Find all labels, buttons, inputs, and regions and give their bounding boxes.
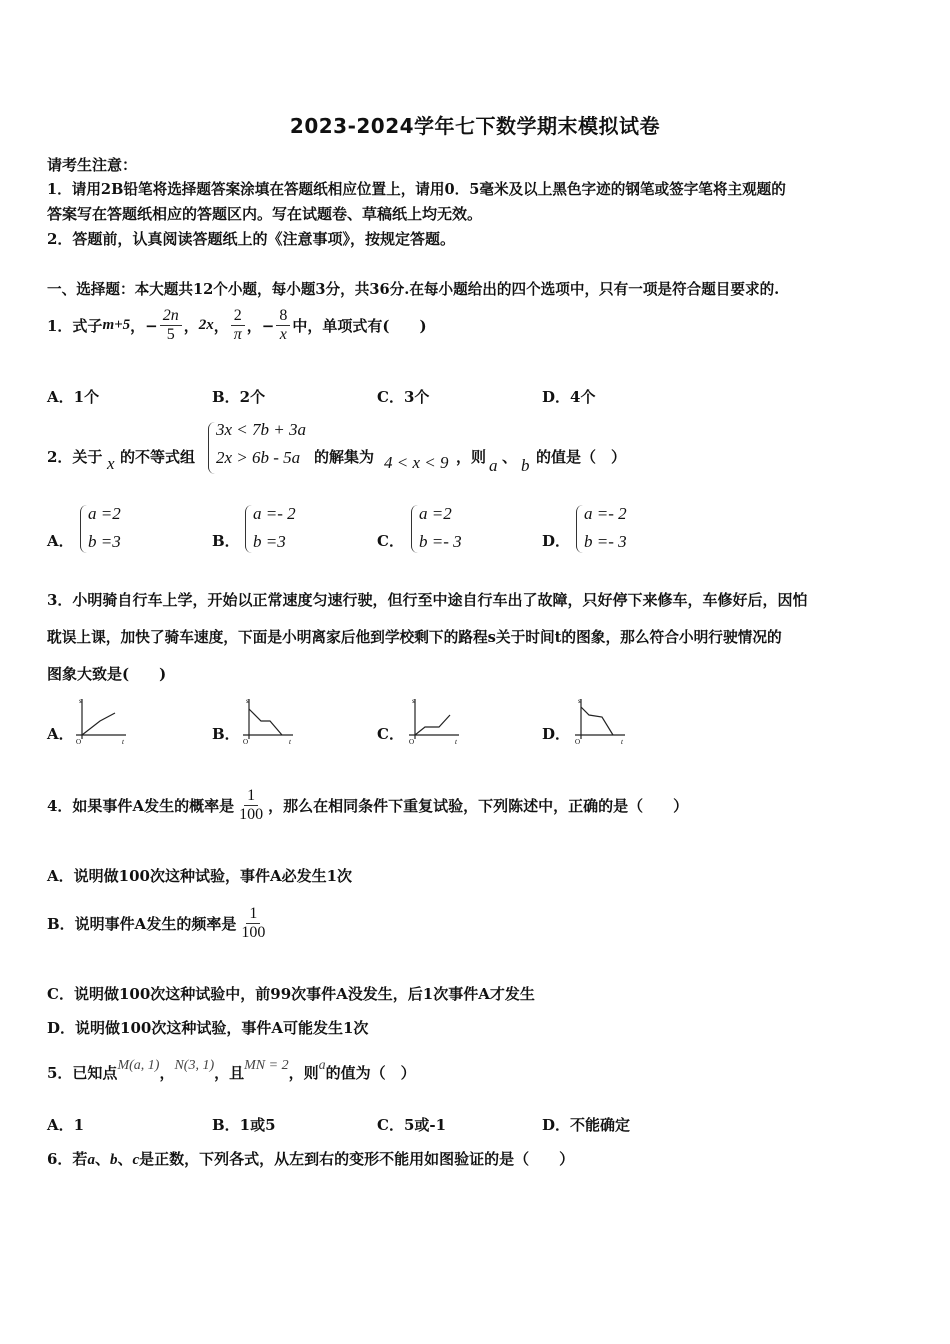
q1-term-m5: m+5: [102, 316, 131, 333]
q2-prefix: 2．关于: [47, 448, 103, 466]
q5-point-m: M(a, 1): [117, 1058, 160, 1073]
q3-graph-b-origin: O: [243, 738, 249, 746]
q4-option-a[interactable]: A．说明做100次这种试验，事件A必发生1次: [47, 867, 353, 885]
section-heading: 一、选择题：本大题共12个小题，每小题3分，共36分.在每小题给出的四个选项中，只有一项是符合题目要求的.: [47, 281, 780, 298]
q1-option-b[interactable]: B．2个: [212, 388, 266, 406]
q4-option-b-text: B．说明事件A发生的频率是: [47, 914, 237, 933]
q2-option-d-line-1: a =- 2: [584, 504, 627, 523]
q2-solution: 4 < x < 9: [384, 453, 449, 472]
q5-mid: ，且: [214, 1063, 245, 1082]
q3-graph-b: [237, 695, 297, 747]
q2-option-c-brace: [411, 505, 418, 553]
notice-heading: 请考生注意：: [47, 156, 138, 174]
q3-option-a-label: A．: [47, 725, 74, 743]
q3-graph-d: [569, 695, 629, 747]
q2-option-b-line-1: a =- 2: [253, 504, 296, 523]
q1-suffix: 中，单项式有( ): [292, 316, 427, 335]
q3-graph-d-s-label: s: [578, 697, 581, 705]
q3-graph-c-origin: O: [409, 738, 415, 746]
q4-fraction-denominator: 100: [239, 805, 264, 823]
page-title: 2023-2024学年七下数学期末模拟试卷: [289, 114, 661, 138]
q4-suffix: ，那么在相同条件下重复试验，下列陈述中，正确的是（ ）: [268, 796, 689, 815]
q3-graph-c-s-label: s: [412, 697, 415, 705]
q4-option-c[interactable]: C．说明做100次这种试验中，前99次事件A没发生，后1次事件A才发生: [47, 985, 535, 1003]
question-5: [47, 1058, 416, 1086]
q2-mid: 的不等式组: [120, 448, 196, 466]
q3-graph-b-s-label: s: [246, 697, 249, 705]
q2-mid-2: 的解集为: [314, 448, 375, 466]
q1-fraction-2-denominator: π: [233, 325, 242, 343]
q5-point-n: N(3, 1): [174, 1058, 215, 1073]
notice-line-1b: 答案写在答题纸相应的答题区内。写在试题卷、草稿纸上均无效。: [47, 205, 483, 223]
q1-sep-2: ，: [183, 316, 199, 335]
q6-prefix: 6．若: [47, 1150, 88, 1168]
q5-mid-2: ，则: [288, 1063, 319, 1082]
q3-graph-a-origin: O: [76, 738, 82, 746]
q4-fraction: [236, 787, 266, 824]
q3-graph-a-curve: [82, 713, 115, 735]
q2-system-brace: [208, 422, 215, 474]
q1-fraction-1-numerator: 2n: [160, 307, 182, 326]
q6-suffix: 是正数，下列各式，从左到右的变形不能用如图验证的是（ ）: [139, 1150, 575, 1168]
q6-dun-2: 、: [117, 1150, 133, 1168]
q5-comma: ，: [159, 1063, 175, 1082]
q1-prefix: 1．式子: [47, 316, 103, 335]
notice-line-2: 2．答题前，认真阅读答题纸上的《注意事项》，按规定答题。: [47, 230, 455, 248]
q2-option-c-line-1: a =2: [419, 504, 452, 523]
q2-option-a-label: A．: [47, 532, 74, 550]
q4-option-b-fraction: [238, 905, 268, 942]
q2-dun: 、: [502, 448, 518, 466]
q3-graph-d-curve: [581, 707, 613, 735]
q2-var-x: x: [107, 454, 115, 473]
q2-var-b: b: [521, 456, 530, 475]
q4-prefix: 4．如果事件A发生的概率是: [47, 796, 235, 815]
q1-fraction-8-x: [276, 307, 290, 344]
q4-option-b-denominator: 100: [241, 923, 266, 941]
q1-sep-1: ，−: [130, 316, 158, 335]
q1-sep-4: ，−: [246, 316, 275, 335]
q3-graph-c: [403, 695, 463, 747]
q6-var-c: c: [132, 1152, 140, 1168]
q2-option-c-label: C．: [377, 532, 404, 550]
q6-var-b: b: [109, 1152, 118, 1168]
q4-fraction-numerator: 1: [244, 787, 258, 806]
q2-inequality-1: 3x < 7b + 3a: [216, 420, 306, 439]
q4-option-b-numerator: 1: [246, 905, 260, 924]
q3-line-2: 耽误上课，加快了骑车速度，下面是小明离家后他到学校剩下的路程s关于时间t的图象，那么符合小明行驶情况的: [47, 629, 782, 646]
q2-option-d-line-2: b =- 3: [584, 532, 627, 551]
q2-option-a-line-2: b =3: [88, 532, 121, 551]
q2-option-d-brace: [576, 505, 583, 553]
q1-option-c[interactable]: C．3个: [377, 388, 430, 406]
q3-option-d-label: D．: [542, 725, 571, 743]
q5-suffix: 的值为（ ）: [325, 1063, 416, 1082]
q2-var-a: a: [489, 456, 498, 475]
q6-dun-1: 、: [94, 1150, 110, 1168]
q3-graph-c-t-label: t: [455, 738, 457, 746]
q1-term-2x: 2x: [198, 316, 214, 333]
q1-fraction-3-numerator: 8: [276, 307, 290, 326]
q1-option-d[interactable]: D．4个: [542, 388, 596, 406]
q2-inequality-2: 2x > 6b - 5a: [216, 448, 301, 467]
q5-prefix: 5．已知点: [47, 1063, 118, 1082]
q6-var-a: a: [87, 1152, 95, 1168]
q2-option-b-label: B．: [212, 532, 240, 550]
q2-option-a-brace: [80, 505, 87, 553]
q3-option-b-label: B．: [212, 725, 240, 743]
q1-fraction-3-denominator: x: [279, 325, 287, 343]
q4-option-d[interactable]: D．说明做100次这种试验，事件A可能发生1次: [47, 1019, 369, 1037]
question-1: [47, 300, 427, 350]
q2-option-a-line-1: a =2: [88, 504, 121, 523]
q3-graph-b-curve: [249, 709, 282, 735]
q2-option-d-label: D．: [542, 532, 571, 550]
q1-fraction-2-numerator: 2: [231, 307, 245, 326]
q2-option-b-brace: [245, 505, 252, 553]
notice-line-1: 1．请用2B铅笔将选择题答案涂填在答题纸相应位置上，请用0．5毫米及以上黑色字迹的钢笔或签字笔将主观题的: [47, 181, 786, 198]
q3-graph-d-origin: O: [575, 738, 581, 746]
q5-option-d[interactable]: D．不能确定: [542, 1116, 631, 1134]
q2-suffix: 的值是（ ）: [536, 448, 627, 466]
q5-var-a: a: [318, 1058, 326, 1073]
q1-fraction-1-denominator: 5: [166, 325, 175, 343]
q1-fraction-2-pi: [231, 307, 245, 344]
q3-graph-a: [70, 695, 130, 747]
q3-graph-a-t-label: t: [122, 738, 124, 746]
q1-sep-3: ，: [213, 316, 229, 335]
q3-option-c-label: C．: [377, 725, 404, 743]
q1-option-a[interactable]: A．1个: [47, 388, 100, 406]
q2-option-c-line-2: b =- 3: [419, 532, 462, 551]
q3-graph-b-t-label: t: [289, 738, 291, 746]
q2-option-b-line-2: b =3: [253, 532, 286, 551]
q3-graph-a-s-label: s: [79, 697, 82, 705]
q4-option-b[interactable]: [47, 900, 270, 946]
q5-option-b[interactable]: B．1或5: [212, 1116, 276, 1134]
question-6: [47, 1148, 574, 1169]
q5-option-c[interactable]: C．5或-1: [377, 1116, 447, 1134]
q3-line-3: 图象大致是( ): [47, 665, 167, 683]
q2-mid-3: ，则: [456, 448, 487, 466]
q5-mn-equation: MN = 2: [244, 1058, 289, 1073]
q3-graph-c-curve: [415, 715, 450, 735]
q5-option-a[interactable]: A．1: [47, 1116, 85, 1134]
question-4: [47, 782, 688, 828]
q1-fraction-2n-5: [160, 307, 182, 344]
q3-line-1: 3．小明骑自行车上学，开始以正常速度匀速行驶，但行至中途自行车出了故障，只好停下来修车，车修好后，因怕: [47, 591, 808, 609]
q3-graph-d-t-label: t: [621, 738, 623, 746]
